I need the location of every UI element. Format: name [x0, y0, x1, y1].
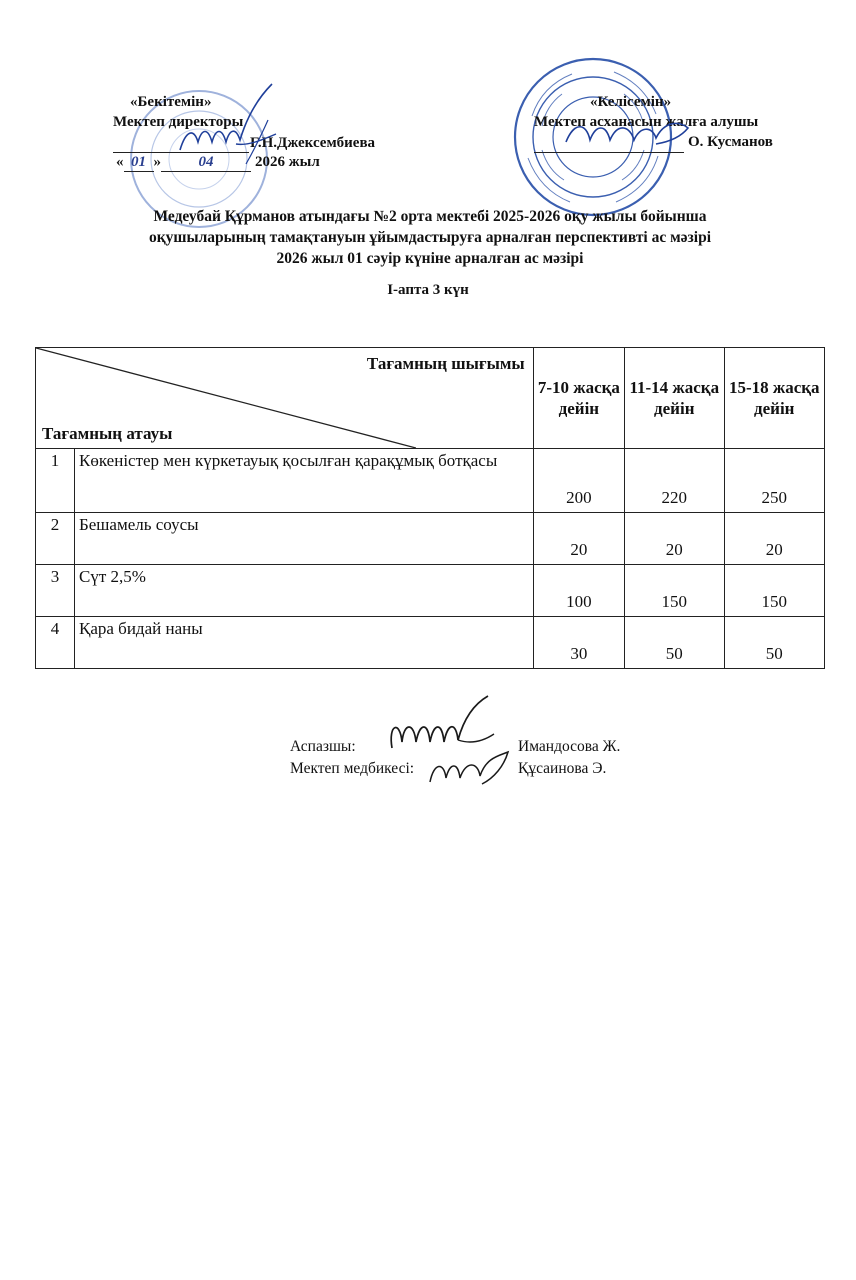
- week-day-label: І-апта 3 күн: [387, 282, 469, 298]
- nurse-label: Мектеп медбикесі:: [290, 760, 415, 777]
- row-number: 3: [36, 565, 75, 617]
- header-age-7-10: [533, 348, 624, 449]
- portion-15-18: 250: [724, 449, 825, 513]
- age-label-line-2: дейін: [754, 399, 795, 418]
- age-label-line-1: 7-10 жасқа: [537, 378, 620, 397]
- header-dish-name: Тағамның атауы: [42, 424, 173, 443]
- portion-15-18: 20: [724, 513, 825, 565]
- portion-11-14: 220: [625, 449, 724, 513]
- portion-7-10: 30: [533, 617, 624, 669]
- table-row: [36, 617, 825, 669]
- approve-stamp-word: «Бекітемін»: [130, 94, 212, 110]
- diagonal-header-cell: [36, 348, 534, 449]
- tenant-signature: [560, 112, 700, 158]
- date-year: 2026 жыл: [255, 154, 320, 170]
- header-age-11-14: [625, 348, 724, 449]
- dish-name: Бешамель соусы: [75, 513, 534, 565]
- age-label-line-2: дейін: [654, 399, 695, 418]
- table-row: [36, 449, 825, 513]
- agree-name: О. Кусманов: [688, 134, 773, 150]
- title-line-2: оқушыларының тамақтануын ұйымдастыруға арналған перспективті ас мәзірі: [148, 229, 712, 246]
- title-line-1: Медеубай Құрманов атындағы №2 орта мектебі 2025-2026 оқу жылы бойынша: [153, 208, 707, 225]
- dish-name: Сүт 2,5%: [75, 565, 534, 617]
- date-close-quote: »: [153, 154, 161, 170]
- title-line-3: 2026 жыл 01 сәуір күніне арналған ас мәзірі: [276, 250, 584, 267]
- portion-11-14: 150: [625, 565, 724, 617]
- dish-name: Қара бидай наны: [75, 617, 534, 669]
- approve-name: Г.Н.Джексембиева: [250, 135, 376, 151]
- table-row: [36, 565, 825, 617]
- dish-name: Көкеністер мен күркетауық қосылған қарақұмық ботқасы: [75, 449, 534, 513]
- age-label-line-1: 11-14 жасқа: [629, 378, 720, 397]
- agree-role: Мектеп асханасын жалға алушы: [534, 114, 759, 130]
- menu-table: [35, 347, 825, 669]
- cook-name: Имандосова Ж.: [518, 738, 621, 755]
- portion-15-18: 50: [724, 617, 825, 669]
- table-row: [36, 513, 825, 565]
- portion-11-14: 20: [625, 513, 724, 565]
- portion-7-10: 100: [533, 565, 624, 617]
- header-age-15-18: [724, 348, 825, 449]
- table-header-row: [36, 348, 825, 449]
- nurse-signature: [424, 748, 524, 788]
- date-open-quote: «: [116, 154, 124, 170]
- age-label-line-1: 15-18 жасқа: [728, 378, 820, 397]
- portion-7-10: 20: [533, 513, 624, 565]
- cook-label: Аспазшы:: [290, 738, 356, 755]
- row-number: 1: [36, 449, 75, 513]
- nurse-name: Құсаинова Э.: [518, 760, 607, 777]
- date-month: 04: [161, 154, 251, 172]
- date-day: 01: [124, 154, 154, 172]
- row-number: 2: [36, 513, 75, 565]
- portion-7-10: 200: [533, 449, 624, 513]
- document-title: [60, 206, 800, 269]
- director-signature: [176, 80, 286, 170]
- age-label-line-2: дейін: [558, 399, 600, 418]
- portion-11-14: 50: [625, 617, 724, 669]
- approve-role: Мектеп директоры: [113, 114, 244, 130]
- row-number: 4: [36, 617, 75, 669]
- portion-15-18: 150: [724, 565, 825, 617]
- header-output: Тағамның шығымы: [366, 354, 525, 373]
- agree-stamp-word: «Келісемін»: [590, 94, 672, 110]
